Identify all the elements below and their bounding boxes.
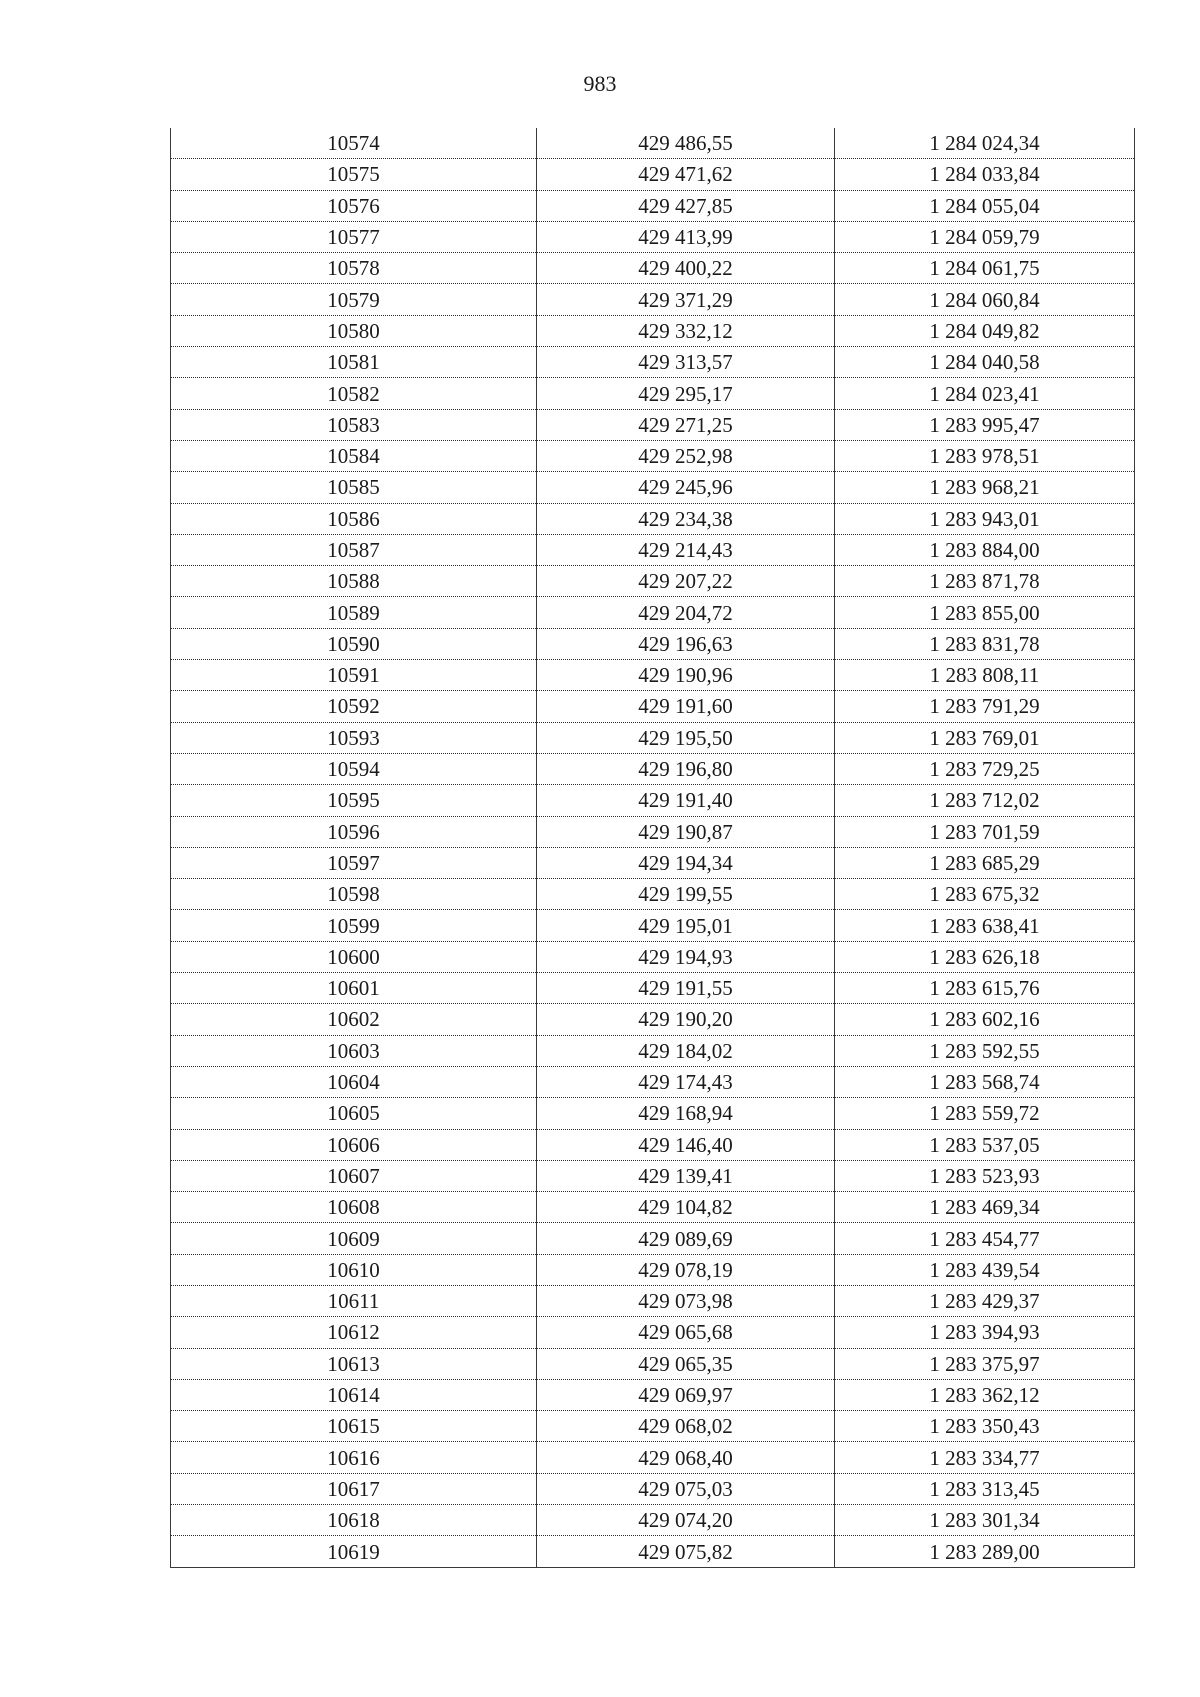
- x-coordinate-cell: 429 190,87: [537, 816, 835, 847]
- x-coordinate-cell: 429 195,01: [537, 910, 835, 941]
- table-row: [171, 503, 1135, 534]
- point-number-cell: 10605: [171, 1098, 537, 1129]
- table-row: [171, 1066, 1135, 1097]
- y-coordinate-cell: 1 283 439,54: [835, 1254, 1135, 1285]
- table-row: [171, 691, 1135, 722]
- y-coordinate-cell: 1 283 429,37: [835, 1285, 1135, 1316]
- table-row: [171, 347, 1135, 378]
- y-coordinate-cell: 1 284 059,79: [835, 221, 1135, 252]
- x-coordinate-cell: 429 332,12: [537, 315, 835, 346]
- y-coordinate-cell: 1 283 729,25: [835, 753, 1135, 784]
- point-number-cell: 10609: [171, 1223, 537, 1254]
- point-number-cell: 10606: [171, 1129, 537, 1160]
- x-coordinate-cell: 429 168,94: [537, 1098, 835, 1129]
- point-number-cell: 10600: [171, 941, 537, 972]
- y-coordinate-cell: 1 284 061,75: [835, 253, 1135, 284]
- y-coordinate-cell: 1 283 884,00: [835, 534, 1135, 565]
- x-coordinate-cell: 429 400,22: [537, 253, 835, 284]
- table-row: [171, 628, 1135, 659]
- x-coordinate-cell: 429 184,02: [537, 1035, 835, 1066]
- x-coordinate-cell: 429 427,85: [537, 190, 835, 221]
- point-number-cell: 10583: [171, 409, 537, 440]
- y-coordinate-cell: 1 283 808,11: [835, 660, 1135, 691]
- x-coordinate-cell: 429 234,38: [537, 503, 835, 534]
- y-coordinate-cell: 1 283 592,55: [835, 1035, 1135, 1066]
- table-row: [171, 753, 1135, 784]
- y-coordinate-cell: 1 283 968,21: [835, 472, 1135, 503]
- x-coordinate-cell: 429 078,19: [537, 1254, 835, 1285]
- x-coordinate-cell: 429 191,60: [537, 691, 835, 722]
- x-coordinate-cell: 429 068,40: [537, 1442, 835, 1473]
- table-row: [171, 1223, 1135, 1254]
- y-coordinate-cell: 1 284 055,04: [835, 190, 1135, 221]
- x-coordinate-cell: 429 196,63: [537, 628, 835, 659]
- coordinates-table: [170, 128, 1135, 1568]
- y-coordinate-cell: 1 283 602,16: [835, 1004, 1135, 1035]
- x-coordinate-cell: 429 413,99: [537, 221, 835, 252]
- point-number-cell: 10595: [171, 785, 537, 816]
- point-number-cell: 10598: [171, 879, 537, 910]
- point-number-cell: 10615: [171, 1411, 537, 1442]
- y-coordinate-cell: 1 283 638,41: [835, 910, 1135, 941]
- table-row: [171, 1129, 1135, 1160]
- table-row: [171, 128, 1135, 159]
- point-number-cell: 10575: [171, 159, 537, 190]
- table-row: [171, 1192, 1135, 1223]
- point-number-cell: 10596: [171, 816, 537, 847]
- y-coordinate-cell: 1 283 626,18: [835, 941, 1135, 972]
- x-coordinate-cell: 429 069,97: [537, 1379, 835, 1410]
- table-row: [171, 440, 1135, 471]
- point-number-cell: 10604: [171, 1066, 537, 1097]
- point-number-cell: 10587: [171, 534, 537, 565]
- table-row: [171, 190, 1135, 221]
- x-coordinate-cell: 429 207,22: [537, 566, 835, 597]
- table-row: [171, 534, 1135, 565]
- table-row: [171, 284, 1135, 315]
- table-row: [171, 1379, 1135, 1410]
- table-row: [171, 1254, 1135, 1285]
- x-coordinate-cell: 429 074,20: [537, 1505, 835, 1536]
- point-number-cell: 10576: [171, 190, 537, 221]
- y-coordinate-cell: 1 283 454,77: [835, 1223, 1135, 1254]
- table-row: [171, 315, 1135, 346]
- point-number-cell: 10599: [171, 910, 537, 941]
- y-coordinate-cell: 1 283 855,00: [835, 597, 1135, 628]
- table-row: [171, 879, 1135, 910]
- coordinates-table-body: [171, 128, 1135, 1567]
- x-coordinate-cell: 429 471,62: [537, 159, 835, 190]
- table-row: [171, 1317, 1135, 1348]
- point-number-cell: 10588: [171, 566, 537, 597]
- point-number-cell: 10613: [171, 1348, 537, 1379]
- point-number-cell: 10577: [171, 221, 537, 252]
- table-row: [171, 378, 1135, 409]
- point-number-cell: 10590: [171, 628, 537, 659]
- point-number-cell: 10618: [171, 1505, 537, 1536]
- x-coordinate-cell: 429 313,57: [537, 347, 835, 378]
- x-coordinate-cell: 429 191,55: [537, 973, 835, 1004]
- y-coordinate-cell: 1 283 701,59: [835, 816, 1135, 847]
- y-coordinate-cell: 1 283 375,97: [835, 1348, 1135, 1379]
- y-coordinate-cell: 1 284 040,58: [835, 347, 1135, 378]
- x-coordinate-cell: 429 371,29: [537, 284, 835, 315]
- y-coordinate-cell: 1 283 289,00: [835, 1536, 1135, 1567]
- x-coordinate-cell: 429 195,50: [537, 722, 835, 753]
- point-number-cell: 10612: [171, 1317, 537, 1348]
- x-coordinate-cell: 429 068,02: [537, 1411, 835, 1442]
- y-coordinate-cell: 1 283 334,77: [835, 1442, 1135, 1473]
- point-number-cell: 10582: [171, 378, 537, 409]
- table-row: [171, 159, 1135, 190]
- table-row: [171, 1004, 1135, 1035]
- y-coordinate-cell: 1 283 943,01: [835, 503, 1135, 534]
- y-coordinate-cell: 1 283 769,01: [835, 722, 1135, 753]
- x-coordinate-cell: 429 271,25: [537, 409, 835, 440]
- table-row: [171, 1035, 1135, 1066]
- y-coordinate-cell: 1 283 313,45: [835, 1473, 1135, 1504]
- y-coordinate-cell: 1 283 537,05: [835, 1129, 1135, 1160]
- y-coordinate-cell: 1 283 394,93: [835, 1317, 1135, 1348]
- y-coordinate-cell: 1 283 791,29: [835, 691, 1135, 722]
- x-coordinate-cell: 429 486,55: [537, 128, 835, 159]
- table-row: [171, 660, 1135, 691]
- y-coordinate-cell: 1 284 033,84: [835, 159, 1135, 190]
- x-coordinate-cell: 429 065,68: [537, 1317, 835, 1348]
- x-coordinate-cell: 429 075,03: [537, 1473, 835, 1504]
- x-coordinate-cell: 429 075,82: [537, 1536, 835, 1567]
- x-coordinate-cell: 429 252,98: [537, 440, 835, 471]
- table-row: [171, 1505, 1135, 1536]
- y-coordinate-cell: 1 284 023,41: [835, 378, 1135, 409]
- table-row: [171, 1285, 1135, 1316]
- y-coordinate-cell: 1 283 675,32: [835, 879, 1135, 910]
- y-coordinate-cell: 1 283 362,12: [835, 1379, 1135, 1410]
- x-coordinate-cell: 429 214,43: [537, 534, 835, 565]
- y-coordinate-cell: 1 283 685,29: [835, 847, 1135, 878]
- point-number-cell: 10579: [171, 284, 537, 315]
- x-coordinate-cell: 429 146,40: [537, 1129, 835, 1160]
- point-number-cell: 10578: [171, 253, 537, 284]
- y-coordinate-cell: 1 283 712,02: [835, 785, 1135, 816]
- table-row: [171, 816, 1135, 847]
- table-row: [171, 409, 1135, 440]
- point-number-cell: 10597: [171, 847, 537, 878]
- y-coordinate-cell: 1 283 523,93: [835, 1160, 1135, 1191]
- point-number-cell: 10608: [171, 1192, 537, 1223]
- x-coordinate-cell: 429 174,43: [537, 1066, 835, 1097]
- point-number-cell: 10611: [171, 1285, 537, 1316]
- table-row: [171, 253, 1135, 284]
- y-coordinate-cell: 1 283 559,72: [835, 1098, 1135, 1129]
- point-number-cell: 10601: [171, 973, 537, 1004]
- x-coordinate-cell: 429 065,35: [537, 1348, 835, 1379]
- point-number-cell: 10607: [171, 1160, 537, 1191]
- y-coordinate-cell: 1 284 024,34: [835, 128, 1135, 159]
- x-coordinate-cell: 429 245,96: [537, 472, 835, 503]
- point-number-cell: 10580: [171, 315, 537, 346]
- table-row: [171, 1442, 1135, 1473]
- x-coordinate-cell: 429 295,17: [537, 378, 835, 409]
- y-coordinate-cell: 1 283 301,34: [835, 1505, 1135, 1536]
- x-coordinate-cell: 429 104,82: [537, 1192, 835, 1223]
- y-coordinate-cell: 1 283 995,47: [835, 409, 1135, 440]
- table-row: [171, 472, 1135, 503]
- point-number-cell: 10619: [171, 1536, 537, 1567]
- table-row: [171, 221, 1135, 252]
- y-coordinate-cell: 1 283 615,76: [835, 973, 1135, 1004]
- point-number-cell: 10610: [171, 1254, 537, 1285]
- table-row: [171, 597, 1135, 628]
- point-number-cell: 10584: [171, 440, 537, 471]
- x-coordinate-cell: 429 190,96: [537, 660, 835, 691]
- table-row: [171, 1098, 1135, 1129]
- y-coordinate-cell: 1 283 831,78: [835, 628, 1135, 659]
- point-number-cell: 10589: [171, 597, 537, 628]
- page-number: 983: [583, 71, 617, 96]
- table-row: [171, 785, 1135, 816]
- point-number-cell: 10617: [171, 1473, 537, 1504]
- x-coordinate-cell: 429 089,69: [537, 1223, 835, 1254]
- table-row: [171, 1536, 1135, 1567]
- x-coordinate-cell: 429 196,80: [537, 753, 835, 784]
- point-number-cell: 10616: [171, 1442, 537, 1473]
- table-row: [171, 722, 1135, 753]
- point-number-cell: 10591: [171, 660, 537, 691]
- x-coordinate-cell: 429 191,40: [537, 785, 835, 816]
- table-row: [171, 910, 1135, 941]
- point-number-cell: 10581: [171, 347, 537, 378]
- x-coordinate-cell: 429 139,41: [537, 1160, 835, 1191]
- y-coordinate-cell: 1 283 568,74: [835, 1066, 1135, 1097]
- table-row: [171, 1411, 1135, 1442]
- y-coordinate-cell: 1 284 060,84: [835, 284, 1135, 315]
- y-coordinate-cell: 1 283 469,34: [835, 1192, 1135, 1223]
- y-coordinate-cell: 1 284 049,82: [835, 315, 1135, 346]
- table-row: [171, 941, 1135, 972]
- x-coordinate-cell: 429 190,20: [537, 1004, 835, 1035]
- table-row: [171, 973, 1135, 1004]
- point-number-cell: 10574: [171, 128, 537, 159]
- y-coordinate-cell: 1 283 350,43: [835, 1411, 1135, 1442]
- point-number-cell: 10586: [171, 503, 537, 534]
- table-row: [171, 1348, 1135, 1379]
- point-number-cell: 10603: [171, 1035, 537, 1066]
- point-number-cell: 10592: [171, 691, 537, 722]
- x-coordinate-cell: 429 073,98: [537, 1285, 835, 1316]
- point-number-cell: 10594: [171, 753, 537, 784]
- point-number-cell: 10614: [171, 1379, 537, 1410]
- point-number-cell: 10602: [171, 1004, 537, 1035]
- x-coordinate-cell: 429 194,93: [537, 941, 835, 972]
- table-row: [171, 1473, 1135, 1504]
- x-coordinate-cell: 429 194,34: [537, 847, 835, 878]
- table-row: [171, 847, 1135, 878]
- y-coordinate-cell: 1 283 871,78: [835, 566, 1135, 597]
- point-number-cell: 10585: [171, 472, 537, 503]
- x-coordinate-cell: 429 199,55: [537, 879, 835, 910]
- table-row: [171, 1160, 1135, 1191]
- point-number-cell: 10593: [171, 722, 537, 753]
- x-coordinate-cell: 429 204,72: [537, 597, 835, 628]
- y-coordinate-cell: 1 283 978,51: [835, 440, 1135, 471]
- table-row: [171, 566, 1135, 597]
